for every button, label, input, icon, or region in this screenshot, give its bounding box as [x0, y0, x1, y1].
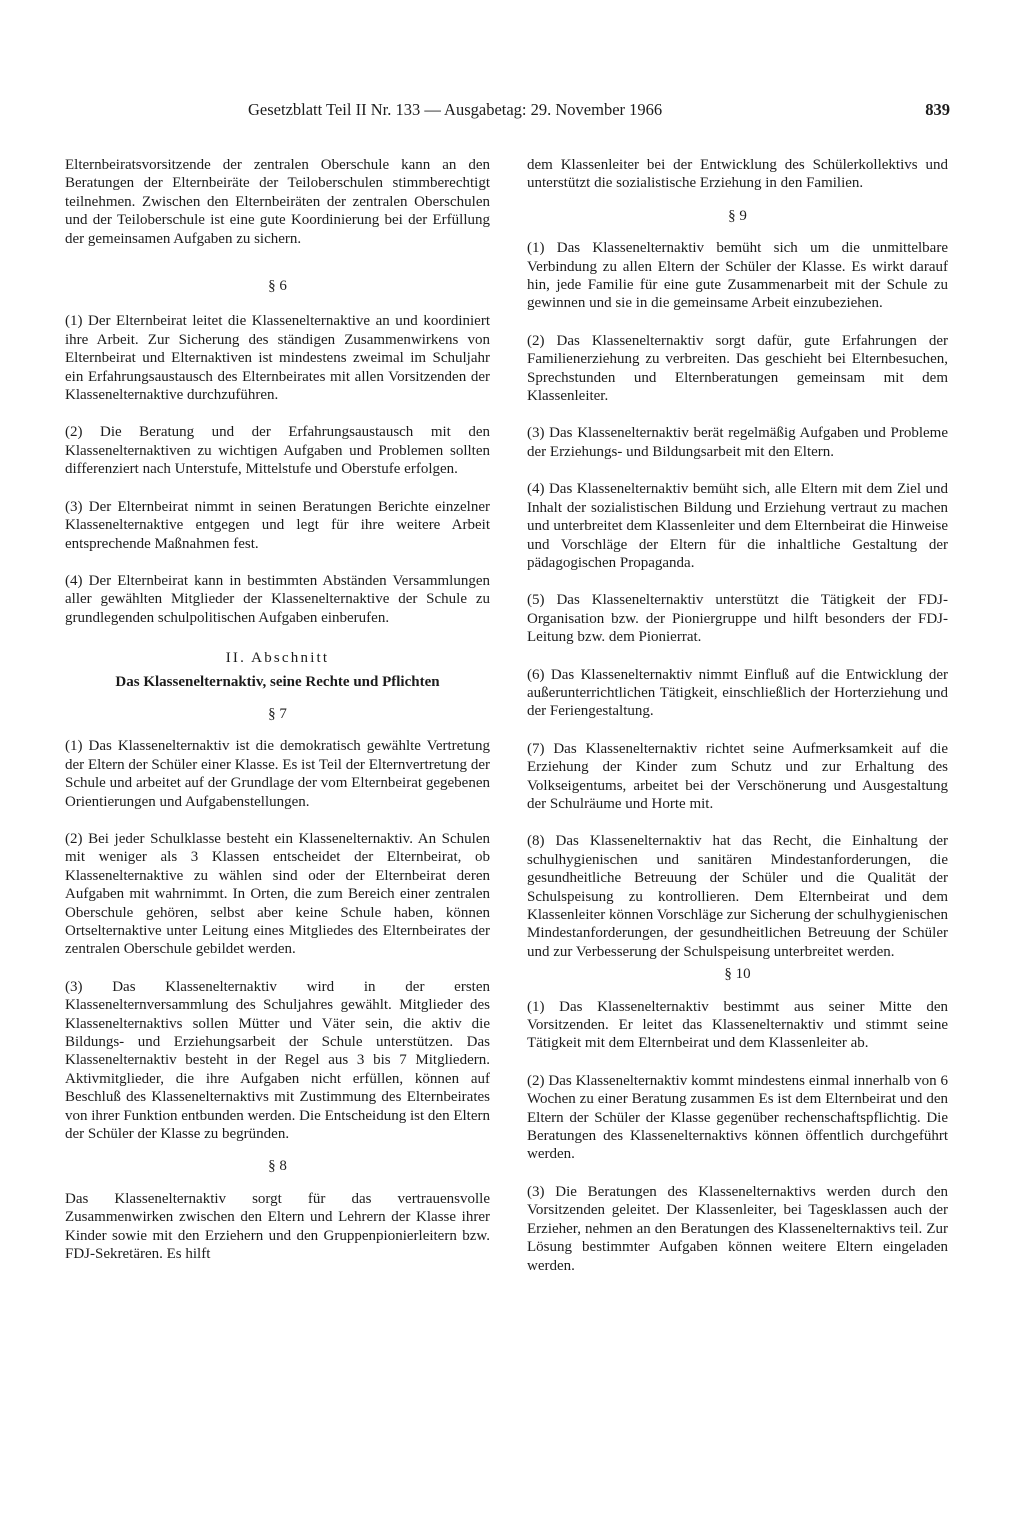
right-column — [527, 156, 948, 1275]
paragraph: (4) Das Klassenelternaktiv bemüht sich, alle Eltern mit dem Ziel und Inhalt der sozialistischen Bildung und Erziehung vertraut zu machen und unterbreitet dem Klassenleiter und dem Elternbeirat die Hinweise und Vorschläge der Eltern für die inhaltliche Gestaltung der pädagogischen Propaganda. — [527, 481, 948, 571]
header-title: Gesetzblatt Teil II Nr. 133 — Ausgabetag: 29. November 1966 — [248, 100, 663, 119]
paragraph: (2) Die Beratung und der Erfahrungsaustausch mit den Klassenelternaktiven zu wichtigen Aufgaben und Problemen sollten differenziert nach Unterstufe, Mittelstufe und Oberstufe erfolgen. — [65, 424, 490, 478]
chapter-heading: II. Abschnitt — [225, 650, 330, 667]
paragraph: (1) Das Klassenelternaktiv ist die demokratisch gewählte Vertretung der Eltern der Schüler einer Klasse. Es ist Teil der Elternvertretung der Schule und arbeitet auf der Grundlage der vom Elternbeirat gegebenen Orientierungen und Aufgabenstellungen. — [65, 738, 490, 810]
section-heading: § 7 — [268, 705, 287, 722]
page-number: 839 — [925, 100, 950, 119]
section-heading: § 10 — [724, 966, 751, 983]
paragraph: Das Klassenelternaktiv sorgt für das vertrauensvolle Zusammenwirken zwischen den Eltern und Lehrern der Klasse ihrer Kinder sowie mit den Erziehern und den Gruppenpionierleitern bzw. FDJ-Sekretären. Es hilft — [65, 1190, 490, 1263]
paragraph: (1) Das Klassenelternaktiv bemüht sich um die unmittelbare Verbindung zu allen Eltern der Schüler der Klasse. Es wirkt darauf hin, jede Familie für eine gute Zusammenarbeit mit der Schule zu gewinnen und sie in die gemeinsame Arbeit einzubeziehen. — [527, 240, 948, 312]
paragraph: (2) Das Klassenelternaktiv kommt mindestens einmal innerhalb von 6 Wochen zu einer Beratung zusammen Es ist dem Elternbeirat und den Eltern der Schüler der Klasse gegenüber rechenschaftspflichtig. Die Beratungen des Klassenelternaktivs können öffentlich durchgeführt werden. — [527, 1072, 948, 1163]
paragraph: (1) Das Klassenelternaktiv bestimmt aus seiner Mitte den Vorsitzenden. Er leitet das Klassenelternaktiv und stimmt seine Tätigkeit mit dem Elternbeirat und dem Klassenleiter ab. — [527, 998, 948, 1052]
chapter-title: Das Klassenelternaktiv, seine Rechte und Pflichten — [115, 673, 440, 690]
paragraph: (1) Der Elternbeirat leitet die Klassenelternaktive an und koordiniert ihre Arbeit. Zur Sicherung des ständigen Zusammenwirkens von Elternbeirat und Elternaktiven ist mindestens zweimal im Schuljahr ein Erfahrungsaustausch des Elternbeirates mit allen Vorsitzenden der Klassenelternaktive durchzuführen. — [65, 313, 490, 404]
paragraph: (2) Das Klassenelternaktiv sorgt dafür, gute Erfahrungen der Familienerziehung zu verbreiten. Das geschieht bei Elternbesuchen, Sprechstunden und Elternberatungen gemeinsam mit dem Klassenleiter. — [527, 332, 948, 405]
paragraph: (7) Das Klassenelternaktiv richtet seine Aufmerksamkeit auf die Erziehung der Kinder zum Schutz und zur Erhaltung des Volkseigentums, arbeitet bei der Verschönerung und Ausgestaltung der Schulräume und Horte mit. — [527, 740, 948, 812]
paragraph: (3) Das Klassenelternaktiv wird in der ersten Klassenelternversammlung des Schuljahres gewählt. Mitglieder des Klassenelternaktivs sollen Mütter und Väter sein, die aktiv die Bildungs- und Erziehungsarbeit der Schule unterstützen. Das Klassenelternaktiv besteht in der Regel aus 3 bis 7 Mitgliedern. Aktivmitglieder, die ihre Aufgaben nicht erfüllen, können auf Beschluß des Klassenelternaktivs mit Zustimmung des Elternbeirates von ihrer Funktion entbunden werden. Die Entscheidung ist den Eltern der Schüler der Klasse zu begründen. — [65, 978, 490, 1143]
section-heading: § 6 — [268, 278, 287, 295]
section-heading: § 9 — [728, 207, 747, 224]
paragraph: Elternbeiratsvorsitzende der zentralen Oberschule kann an den Beratungen der Elternbeiräte der Teiloberschulen stimmberechtigt teilnehmen. Zwischen den Elternbeiräten der zentralen Oberschulen und der Teiloberschule ist eine gute Koordinierung bei der Erfüllung der gemeinsamen Aufgaben zu sichern. — [65, 157, 490, 247]
paragraph: (6) Das Klassenelternaktiv nimmt Einfluß auf die Entwicklung der außerunterrichtlichen Tätigkeit, einschließlich der Horterziehung und der Feriengestaltung. — [527, 666, 948, 720]
section-heading: § 8 — [268, 1158, 287, 1175]
paragraph: (3) Die Beratungen des Klassenelternaktivs werden durch den Vorsitzenden geleitet. Der Klassenleiter, bei Tagesklassen auch der Erzieher, nehmen an den Beratungen des Klassenelternaktivs teil. Zur Lösung bestimmter Aufgaben können weitere Eltern eingeladen werden. — [527, 1183, 948, 1274]
paragraph: (3) Der Elternbeirat nimmt in seinen Beratungen Berichte einzelner Klassenelternaktive entgegen und legt für ihre weitere Arbeit entsprechende Maßnahmen fest. — [65, 498, 490, 552]
paragraph: (3) Das Klassenelternaktiv berät regelmäßig Aufgaben und Probleme der Erziehungs- und Bildungsarbeit mit den Eltern. — [527, 425, 948, 460]
paragraph: (4) Der Elternbeirat kann in bestimmten Abständen Versammlungen aller gewählten Mitglieder der Klassenelternaktive der Schule zu grundlegenden schulpolitischen Aufgaben einberufen. — [65, 572, 490, 626]
paragraph: dem Klassenleiter bei der Entwicklung des Schülerkollektivs und unterstützt die sozialistische Erziehung in den Familien. — [527, 157, 948, 192]
paragraph: (8) Das Klassenelternaktiv hat das Recht, die Einhaltung der schulhygienischen und sanitären Mindestanforderungen, die gesundheitliche Betreuung der Schüler und die Qualität der Schulspeisung zu kontrollieren. Dem Elternbeirat und dem Klassenleiter können Vorschläge zur Sicherung der schulhygienischen Mindestanforderungen, der gesundheitlichen Betreuung der Schüler und zur Verbesserung der Schulspeisung unterbreitet werden. — [527, 833, 948, 960]
left-column — [65, 156, 490, 1264]
paragraph: (5) Das Klassenelternaktiv unterstützt die Tätigkeit der FDJ-Organisation bzw. der Pioniergruppe und hilft besonders der FDJ-Leitung bzw. dem Pionierrat. — [527, 592, 948, 646]
paragraph: (2) Bei jeder Schulklasse besteht ein Klassenelternaktiv. An Schulen mit weniger als 3 Klassen entscheidet der Elternbeirat, ob Klassenelternaktive zu wählen sind oder der Elternbeirat deren Aufgaben mit wahrnimmt. In Orten, die zum Bereich einer zentralen Oberschule gehören, selbst aber keine Schule haben, können Ortselternaktive unter Leitung eines Mitgliedes des Elternbeirates der zentralen Oberschule gebildet werden. — [65, 830, 490, 958]
